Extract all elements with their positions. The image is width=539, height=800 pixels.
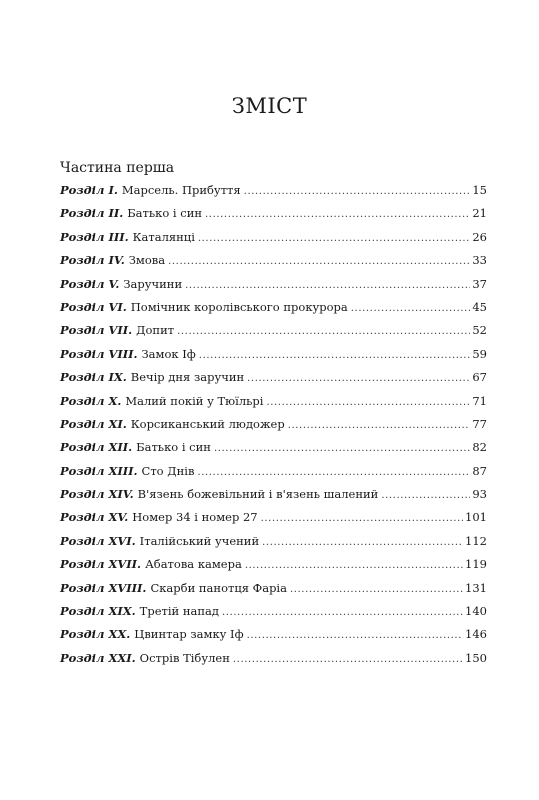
- chapter-title: Сто Днів: [141, 463, 195, 478]
- dot-leader: [262, 537, 463, 548]
- chapter-title: Заручини: [123, 276, 183, 291]
- chapter-title: Скарби панотця Фаріа: [150, 580, 287, 595]
- dot-leader: [247, 373, 470, 384]
- chapter-title: В'язень божевільний і в'язень шалений: [137, 487, 379, 502]
- toc-entry[interactable]: [60, 300, 487, 323]
- chapter-title: Допит: [136, 323, 175, 338]
- chapter-number: Розділ XVIII.: [60, 580, 147, 595]
- chapter-title: Номер 34 і номер 27: [132, 510, 258, 525]
- toc-entry[interactable]: [60, 534, 487, 557]
- dot-leader: [222, 607, 463, 618]
- dot-leader: [288, 420, 471, 431]
- toc-entry[interactable]: [60, 277, 487, 300]
- chapter-number: Розділ III.: [60, 229, 129, 244]
- dot-leader: [168, 256, 470, 267]
- toc-entry[interactable]: [60, 347, 487, 370]
- toc-entry[interactable]: [60, 183, 487, 206]
- chapter-title: Цвинтар замку Іф: [134, 627, 244, 642]
- dot-leader: [244, 186, 471, 197]
- dot-leader: [198, 233, 470, 244]
- chapter-title: Вечір дня заручин: [130, 370, 245, 385]
- toc-entry[interactable]: [60, 440, 487, 463]
- chapter-number: Розділ XVII.: [60, 557, 142, 572]
- chapter-number: Розділ IX.: [60, 370, 127, 385]
- toc-entry[interactable]: [60, 627, 487, 650]
- page-number: 87: [472, 463, 487, 478]
- chapter-title: Батько і син: [136, 440, 211, 455]
- chapter-number: Розділ XIV.: [60, 487, 134, 502]
- chapter-number: Розділ XII.: [60, 440, 133, 455]
- toc-entry[interactable]: [60, 206, 487, 229]
- chapter-title: Третій напад: [139, 604, 219, 619]
- page-title: ЗМІСТ: [231, 94, 308, 118]
- dot-leader: [290, 584, 463, 595]
- toc-entry[interactable]: [60, 464, 487, 487]
- page-number: 26: [472, 229, 487, 244]
- chapter-number: Розділ XV.: [60, 510, 129, 525]
- part-heading: Частина перша: [60, 160, 175, 176]
- chapter-number: Розділ VIII.: [60, 346, 138, 361]
- page-number: 101: [465, 510, 487, 525]
- chapter-number: Розділ IV.: [60, 253, 125, 268]
- chapter-title: Острів Тібулен: [139, 650, 230, 665]
- page-number: 150: [465, 650, 487, 665]
- dot-leader: [214, 443, 470, 454]
- page-number: 37: [472, 276, 487, 291]
- page-number: 131: [465, 580, 487, 595]
- dot-leader: [185, 280, 470, 291]
- chapter-number: Розділ XX.: [60, 627, 131, 642]
- chapter-number: Розділ XXI.: [60, 650, 136, 665]
- page-number: 77: [472, 416, 487, 431]
- toc-entry[interactable]: [60, 557, 487, 580]
- toc-entry[interactable]: [60, 394, 487, 417]
- dot-leader: [197, 467, 470, 478]
- page-number: 21: [472, 206, 487, 221]
- chapter-number: Розділ XIX.: [60, 604, 136, 619]
- chapter-number: Розділ I.: [60, 183, 118, 197]
- table-of-contents: [60, 183, 487, 674]
- page-number: 146: [465, 627, 487, 642]
- toc-entry[interactable]: [60, 230, 487, 253]
- page-number: 52: [472, 323, 487, 338]
- chapter-title: Корсиканський людожер: [130, 416, 285, 431]
- page-number: 33: [472, 253, 487, 268]
- chapter-title: Замок Іф: [141, 346, 196, 361]
- chapter-number: Розділ VII.: [60, 323, 133, 338]
- toc-entry[interactable]: [60, 417, 487, 440]
- toc-entry[interactable]: [60, 581, 487, 604]
- page-number: 45: [472, 299, 487, 314]
- dot-leader: [266, 397, 470, 408]
- page-number: 71: [472, 393, 487, 408]
- chapter-title: Абатова камера: [145, 557, 242, 572]
- page-number: 119: [465, 557, 487, 572]
- dot-leader: [245, 560, 463, 571]
- toc-entry[interactable]: [60, 253, 487, 276]
- chapter-title: Батько і син: [127, 206, 203, 221]
- chapter-number: Розділ X.: [60, 393, 122, 408]
- chapter-number: Розділ VI.: [60, 299, 127, 314]
- chapter-title: Змова: [128, 253, 166, 268]
- chapter-title: Марсель. Прибуття: [121, 183, 241, 197]
- dot-leader: [177, 326, 470, 337]
- dot-leader: [233, 654, 463, 665]
- dot-leader: [351, 303, 471, 314]
- page-number: 93: [472, 487, 487, 502]
- toc-entry[interactable]: [60, 604, 487, 627]
- chapter-title: Каталянці: [132, 229, 195, 244]
- page-number: 59: [472, 346, 487, 361]
- dot-leader: [381, 490, 470, 501]
- chapter-number: Розділ XI.: [60, 416, 127, 431]
- chapter-number: Розділ II.: [60, 206, 124, 221]
- page-number: 140: [465, 604, 487, 619]
- page-number: 82: [472, 440, 487, 455]
- dot-leader: [199, 350, 471, 361]
- toc-entry[interactable]: [60, 487, 487, 510]
- chapter-number: Розділ XIII.: [60, 463, 138, 478]
- dot-leader: [247, 630, 463, 641]
- page-number: 67: [472, 370, 487, 385]
- dot-leader: [205, 209, 470, 220]
- dot-leader: [261, 513, 463, 524]
- toc-entry[interactable]: [60, 651, 487, 674]
- chapter-title: Італійський учений: [139, 533, 260, 548]
- page-number: 15: [472, 183, 487, 197]
- chapter-number: Розділ XVI.: [60, 533, 136, 548]
- chapter-title: Помічник королівського прокурора: [130, 299, 348, 314]
- page-number: 112: [465, 533, 487, 548]
- chapter-title: Малий покій у Тюїльрі: [125, 393, 264, 408]
- chapter-number: Розділ V.: [60, 276, 120, 291]
- toc-entry[interactable]: [60, 323, 487, 346]
- toc-entry[interactable]: [60, 510, 487, 533]
- toc-entry[interactable]: [60, 370, 487, 393]
